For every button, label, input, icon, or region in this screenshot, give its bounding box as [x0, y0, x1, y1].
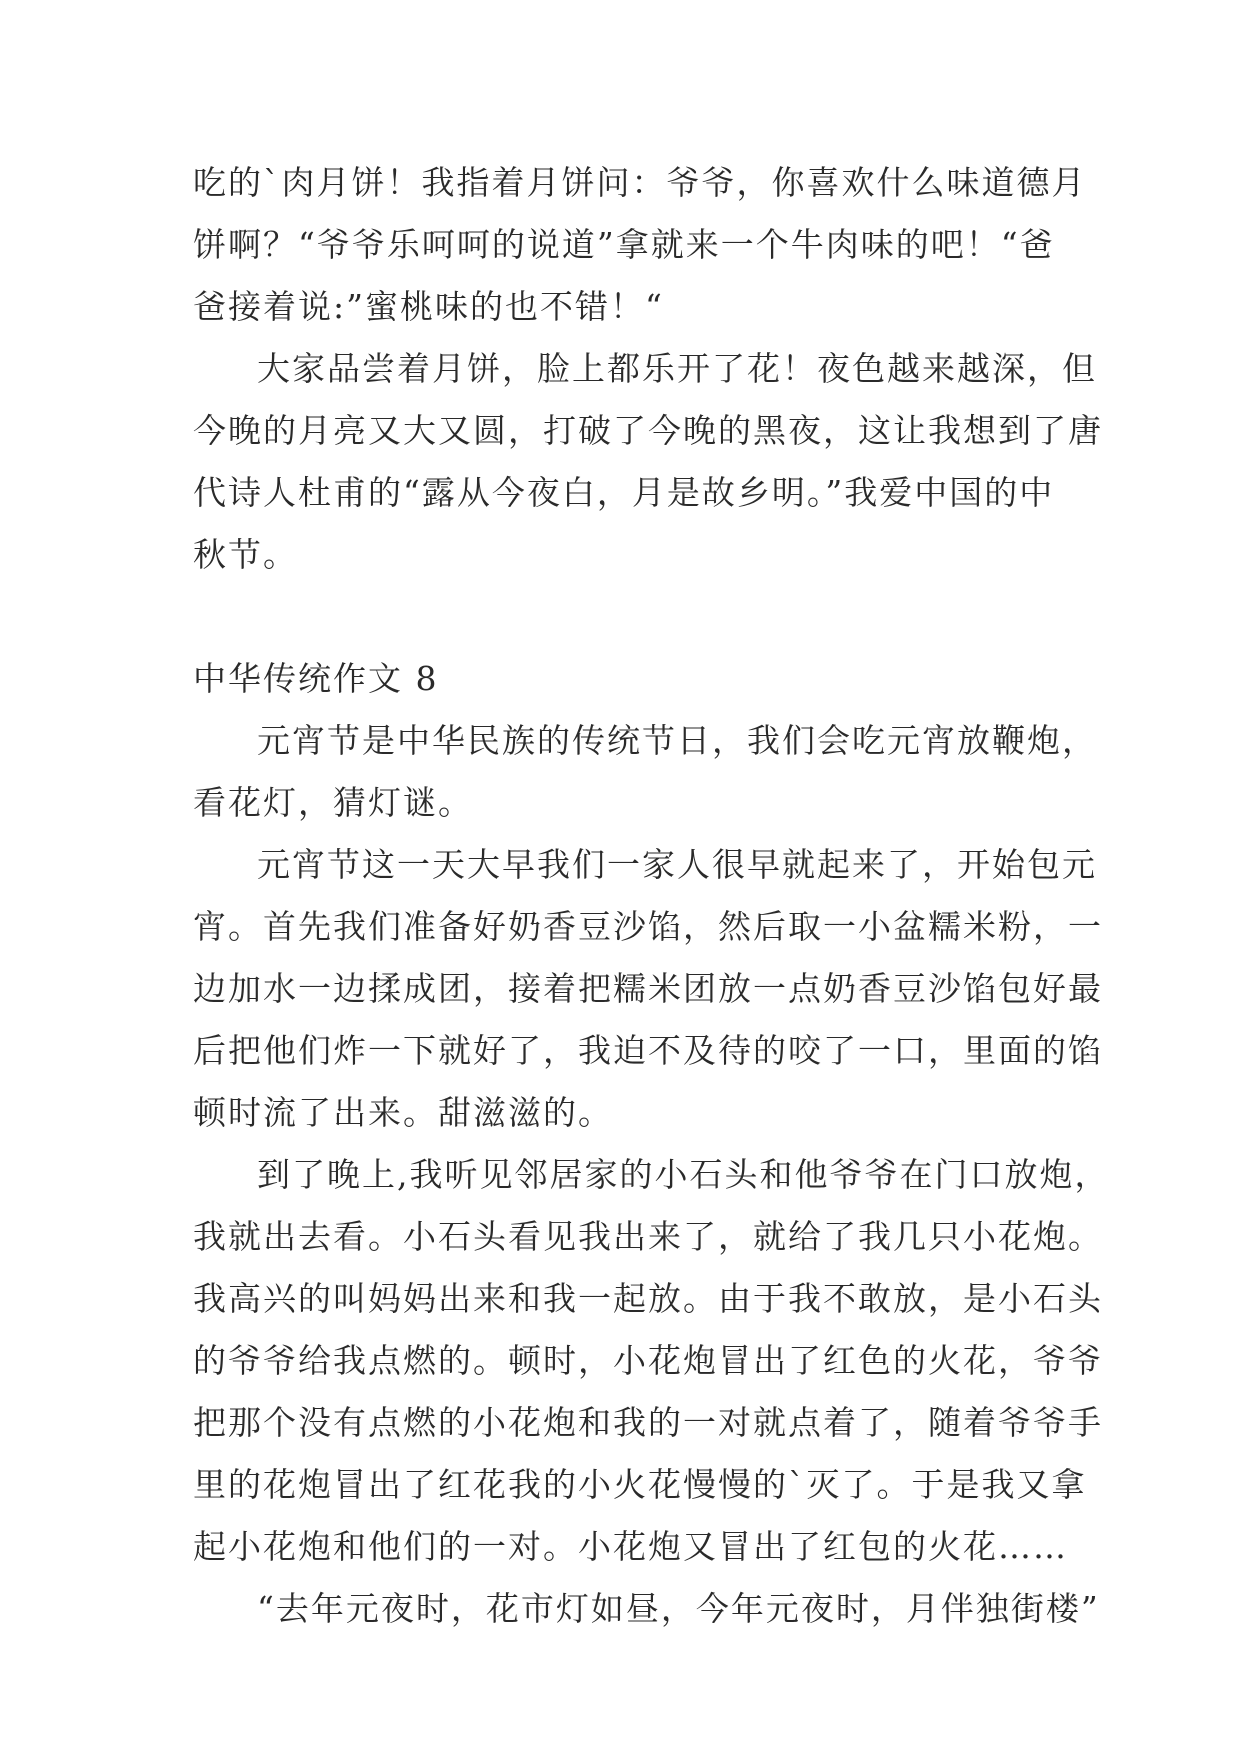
text-line: 吃的`肉月饼！我指着月饼问：爷爷，你喜欢什么味道德月	[193, 163, 1087, 202]
text-line: 元宵节是中华民族的传统节日，我们会吃元宵放鞭炮，	[257, 721, 1097, 760]
text-line: 把那个没有点燃的小花炮和我的一对就点着了，随着爷爷手	[193, 1403, 1103, 1442]
text-line: 代诗人杜甫的“露从今夜白，月是故乡明。”我爱中国的中	[193, 473, 1055, 512]
text-line: 秋节。	[193, 535, 298, 574]
text-line: 元宵节这一天大早我们一家人很早就起来了，开始包元	[257, 845, 1097, 884]
text-line: 我高兴的叫妈妈出来和我一起放。由于我不敢放，是小石头	[193, 1279, 1103, 1318]
paragraph-firecrackers	[193, 1144, 1110, 1578]
text-line: 爸接着说:”蜜桃味的也不错！“	[193, 287, 664, 326]
text-line: 看花灯，猜灯谜。	[193, 783, 473, 822]
text-line: 大家品尝着月饼，脸上都乐开了花！夜色越来越深，但	[257, 349, 1097, 388]
text-line: 起小花炮和他们的一对。小花炮又冒出了红包的火花……	[193, 1527, 1068, 1566]
text-line: 里的花炮冒出了红花我的小火花慢慢的`灭了。于是我又拿	[193, 1465, 1087, 1504]
paragraph-making-yuanxiao	[193, 834, 1103, 1144]
text-line: 后把他们炸一下就好了，我迫不及待的咬了一口，里面的馅	[193, 1031, 1103, 1070]
essay-heading: 中华传统作文 8	[193, 659, 439, 698]
text-line: 的爷爷给我点燃的。顿时，小花炮冒出了红色的火花，爷爷	[193, 1341, 1103, 1380]
text-line: 到了晚上,我听见邻居家的小石头和他爷爷在门口放炮，	[257, 1155, 1110, 1194]
text-line: 顿时流了出来。甜滋滋的。	[193, 1093, 613, 1132]
paragraph-mooncake-flavors	[193, 152, 1087, 338]
paragraph-gap	[193, 586, 1073, 648]
document-body	[193, 152, 1110, 1640]
paragraph-poem-quote	[193, 1578, 1100, 1640]
paragraph-moon-night	[193, 338, 1103, 586]
text-line: 饼啊？“爷爷乐呵呵的说道”拿就来一个牛肉味的吧！“爸	[193, 225, 1055, 264]
text-line: 宵。首先我们准备好奶香豆沙馅，然后取一小盆糯米粉，一	[193, 907, 1103, 946]
text-line: 今晚的月亮又大又圆，打破了今晚的黑夜，这让我想到了唐	[193, 411, 1103, 450]
text-line: 边加水一边揉成团，接着把糯米团放一点奶香豆沙馅包好最	[193, 969, 1103, 1008]
paragraph-lantern-festival-intro	[193, 710, 1097, 834]
text-line: “去年元夜时，花市灯如昼，今年元夜时，月伴独街楼”	[257, 1589, 1100, 1628]
text-line: 我就出去看。小石头看见我出来了，就给了我几只小花炮。	[193, 1217, 1103, 1256]
